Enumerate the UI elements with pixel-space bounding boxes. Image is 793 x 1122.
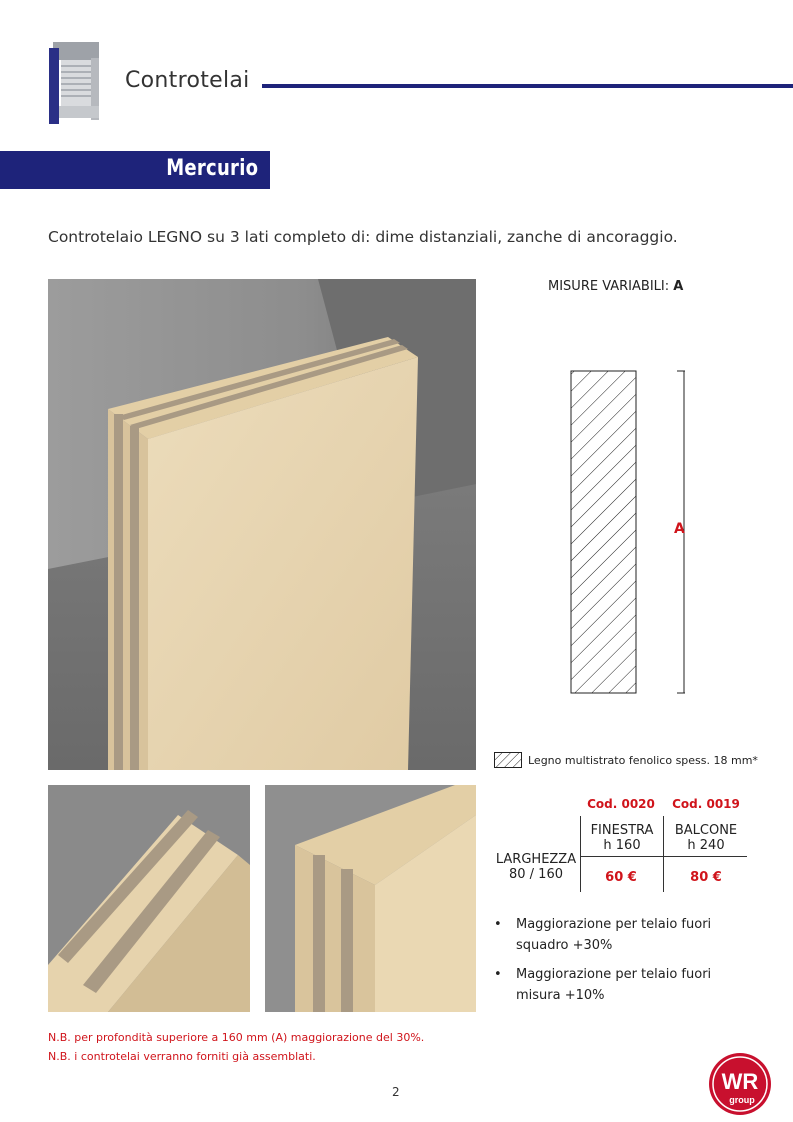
material-legend (494, 752, 758, 768)
price-table (492, 797, 752, 897)
edge-detail-image (48, 785, 250, 1012)
product-description: Controtelaio LEGNO su 3 lati completo di: dime distanziali, zanche di ancoraggio. (48, 228, 678, 246)
frame-render-image (48, 279, 476, 770)
list-item: • Maggiorazione per telaio fuori squadro +30% (494, 917, 712, 953)
table-divider (663, 816, 664, 892)
svg-text:group: group (729, 1095, 755, 1105)
section-title: Mercurio (165, 156, 258, 181)
legend-text: Legno multistrato fenolico spess. 18 mm* (528, 753, 758, 767)
roller-shutter-icon (47, 42, 103, 126)
svg-text:WR: WR (721, 1069, 759, 1094)
col-header-finestra: FINESTRA h 160 (590, 823, 654, 853)
col-header-balcone: BALCONE h 240 (674, 823, 738, 853)
note-assembly: N.B. i controtelai verranno forniti già assemblati. (48, 1050, 316, 1063)
page-number: 2 (392, 1085, 400, 1099)
hatch-swatch-icon (494, 752, 522, 768)
header-rule (262, 84, 793, 88)
note-depth-surcharge: N.B. per profondità superiore a 160 mm (A) maggiorazione del 30%. (48, 1031, 425, 1044)
price-balcone: 80 € (690, 870, 722, 885)
price-finestra: 60 € (605, 870, 637, 885)
row-label-larghezza: LARGHEZZA 80 / 160 (495, 852, 577, 882)
surcharge-list (492, 914, 752, 1014)
section-band (0, 151, 270, 189)
list-item: • Maggiorazione per telaio fuori misura +10% (494, 967, 712, 1003)
header-title: Controtelai (125, 68, 250, 93)
measures-label: MISURE VARIABILI: A (548, 279, 684, 294)
code-balcone: Cod. 0019 (672, 797, 740, 811)
wr-group-logo (708, 1052, 772, 1116)
code-finestra: Cod. 0020 (587, 797, 655, 811)
dimension-label: A (674, 521, 685, 537)
corner-detail-image (265, 785, 476, 1012)
table-divider (580, 856, 747, 857)
table-divider (580, 816, 581, 892)
